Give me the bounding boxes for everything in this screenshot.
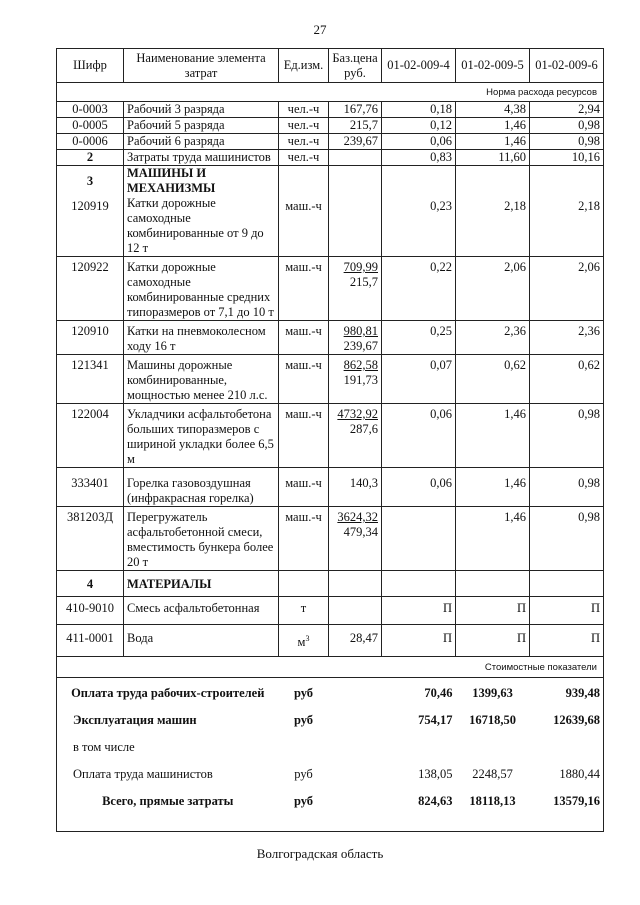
machine-code: 120919: [71, 199, 109, 213]
cell-v1: 0,06: [382, 134, 456, 150]
cell-v3: 0,98: [530, 468, 604, 507]
total-unit: [279, 734, 329, 761]
section-3-name: МАШИНЫ И МЕХАНИЗМЫ: [127, 166, 216, 195]
resource-table: [56, 48, 604, 832]
cell-unit: т: [279, 597, 329, 625]
band-costs-label: Стоимостные показатели: [57, 657, 604, 678]
cell-v2: 1,46: [456, 468, 530, 507]
totals-row: [57, 707, 604, 734]
totals-block: [57, 678, 604, 832]
cell-v1: 0,07: [382, 355, 456, 404]
unit-superscript: 3: [305, 634, 310, 643]
total-v3: 12639,68: [530, 707, 604, 734]
section-2-price: [329, 150, 382, 166]
total-label: в том числе: [57, 734, 279, 761]
section-3-block: [57, 166, 604, 257]
totals-row: [57, 761, 604, 788]
cell-v1: П: [382, 625, 456, 657]
cell-price: [329, 355, 382, 404]
cell-price: 239,67: [329, 134, 382, 150]
cell-price: 215,7: [329, 118, 382, 134]
section-4-price: [329, 571, 382, 597]
cell-code: 0-0006: [57, 134, 124, 150]
cell-v1: П: [382, 597, 456, 625]
cell-code: 411-0001: [57, 625, 124, 657]
section-3-code: 3: [86, 174, 94, 188]
table-row: [57, 597, 604, 625]
cell-v3: 0,62: [530, 355, 604, 404]
cell-code: 410-9010: [57, 597, 124, 625]
cell-v1: 0,06: [382, 404, 456, 468]
total-price: [329, 788, 382, 832]
header-unit: Ед.изм.: [279, 49, 329, 83]
section-2-v2: 11,60: [456, 150, 530, 166]
cell-name: Рабочий 6 разряда: [124, 134, 279, 150]
section-4-unit: [279, 571, 329, 597]
machine-unit: маш.-ч: [285, 199, 322, 213]
cell-price: [329, 257, 382, 321]
cell-code: 0-0005: [57, 118, 124, 134]
cell-v3: 0,98: [530, 118, 604, 134]
price-bottom: 479,34: [343, 525, 378, 539]
cell-v3: 2,36: [530, 321, 604, 355]
total-v1: [382, 734, 456, 761]
cell-v3: П: [530, 597, 604, 625]
total-v2: 18118,13: [456, 788, 530, 832]
cell-v3: 0,98: [530, 404, 604, 468]
table-row: [57, 257, 604, 321]
cell-name: Катки дорожные самоходные комбинированные средних типоразмеров от 7,1 до 10 т: [124, 257, 279, 321]
total-price: [329, 707, 382, 734]
header-price: Баз.цена руб.: [329, 49, 382, 83]
total-v3: [530, 734, 604, 761]
totals-row: [57, 788, 604, 832]
section-2-code: 2: [57, 150, 124, 166]
cell-v3: П: [530, 625, 604, 657]
cell-unit: чел.-ч: [279, 118, 329, 134]
band-row: [57, 83, 604, 102]
cell-v1: 0,12: [382, 118, 456, 134]
cell-unit: чел.-ч: [279, 102, 329, 118]
total-unit: руб: [279, 788, 329, 832]
cell-price: [329, 404, 382, 468]
cell-code: 0-0003: [57, 102, 124, 118]
cell-price: 167,76: [329, 102, 382, 118]
cell-v1: 0,18: [382, 102, 456, 118]
cell-v2: П: [456, 625, 530, 657]
cell-v3: 2,06: [530, 257, 604, 321]
section-4-code: 4: [57, 571, 124, 597]
price-top: 4732,92: [337, 407, 378, 421]
totals-row: [57, 734, 604, 761]
section-2-v3: 10,16: [530, 150, 604, 166]
cell-unit: маш.-ч: [279, 468, 329, 507]
cell-name: Вода: [124, 625, 279, 657]
total-v2: 1399,63: [472, 686, 513, 700]
cell-v3: 0,98: [530, 134, 604, 150]
cell-name: Укладчики асфальтобетона больших типоразмеров с шириной укладки более 6,5 м: [124, 404, 279, 468]
table-row: [57, 404, 604, 468]
price-bottom: 287,6: [349, 422, 378, 436]
cell-name: Смесь асфальтобетонная: [124, 597, 279, 625]
cell-v1: 0,22: [382, 257, 456, 321]
cell-v2: П: [456, 597, 530, 625]
price-bottom: 239,67: [343, 339, 378, 353]
price-top: 3624,32: [337, 510, 378, 524]
machine-v1-cell: [382, 166, 456, 257]
cell-v1: 0,06: [382, 468, 456, 507]
cell-price: 140,3: [329, 468, 382, 507]
section-4-v3: [530, 571, 604, 597]
total-label: Оплата труда рабочих-строителей: [57, 678, 279, 708]
table-row: [57, 102, 604, 118]
cell-code: 333401: [57, 468, 124, 507]
machine-unit-cell: [279, 166, 329, 257]
header-name: Наименование элемента затрат: [124, 49, 279, 83]
section-2-v1: 0,83: [382, 150, 456, 166]
header-row: [57, 49, 604, 83]
machine-v2-cell: [456, 166, 530, 257]
machine-v3-cell: [530, 166, 604, 257]
total-v3: 1880,44: [530, 761, 604, 788]
total-unit: руб: [294, 767, 313, 781]
totals-row: [57, 678, 604, 708]
section-2-row: [57, 150, 604, 166]
total-v1: 70,46: [424, 686, 453, 700]
total-v3: 13579,16: [530, 788, 604, 832]
price-top: 980,81: [343, 324, 378, 338]
cell-unit: чел.-ч: [279, 134, 329, 150]
cell-v2: 1,46: [456, 118, 530, 134]
section-3-code-cell: [57, 166, 124, 257]
price-bottom: 215,7: [349, 275, 378, 289]
cell-name: Горелка газовоздушная (инфракрасная горелка): [124, 468, 279, 507]
total-v2: [456, 734, 530, 761]
cell-unit: маш.-ч: [279, 321, 329, 355]
total-label: Эксплуатация машин: [57, 707, 279, 734]
total-v1: 138,05: [418, 767, 453, 781]
cell-v2: 1,46: [456, 507, 530, 571]
total-unit: руб: [293, 686, 314, 700]
cell-price: [329, 597, 382, 625]
table-row: [57, 134, 604, 150]
table-row: [57, 625, 604, 657]
total-v3: 939,48: [530, 678, 604, 708]
table-row: [57, 468, 604, 507]
cell-name: Катки на пневмоколесном ходу 16 т: [124, 321, 279, 355]
cell-unit: маш.-ч: [279, 404, 329, 468]
total-price: [329, 761, 382, 788]
table-row: [57, 118, 604, 134]
header-col2: 01-02-009-5: [456, 49, 530, 83]
machine-v2: 2,18: [504, 199, 526, 213]
cell-v3: 2,94: [530, 102, 604, 118]
cell-v1: 0,25: [382, 321, 456, 355]
unit-text: м: [297, 635, 306, 650]
section-2-unit: чел.-ч: [279, 150, 329, 166]
footer-region: Волгоградская область: [256, 846, 384, 861]
cell-price: [329, 321, 382, 355]
cell-v2: 2,06: [456, 257, 530, 321]
cell-name: Рабочий 3 разряда: [124, 102, 279, 118]
total-label: Оплата труда машинистов: [57, 761, 279, 788]
total-price: [329, 734, 382, 761]
machine-v3: 2,18: [578, 199, 600, 213]
cell-code: 122004: [57, 404, 124, 468]
cell-v2: 1,46: [456, 404, 530, 468]
header-col1: 01-02-009-4: [382, 49, 456, 83]
total-label: Всего, прямые затраты: [57, 788, 279, 832]
price-top: 709,99: [343, 260, 378, 274]
cell-v3: 0,98: [530, 507, 604, 571]
cell-price: 28,47: [329, 625, 382, 657]
cell-v2: 4,38: [456, 102, 530, 118]
price-bottom: 191,73: [343, 373, 378, 387]
table-row: [57, 321, 604, 355]
cell-code: 121341: [57, 355, 124, 404]
header-col3: 01-02-009-6: [530, 49, 604, 83]
total-v1: 824,63: [382, 788, 456, 832]
section-4-row: [57, 571, 604, 597]
cell-unit: маш.-ч: [279, 355, 329, 404]
total-unit: руб: [293, 713, 314, 727]
section-4-name: МАТЕРИАЛЫ: [124, 571, 279, 597]
header-code: Шифр: [57, 49, 124, 83]
machine-price: [329, 166, 382, 257]
total-v1: 754,17: [418, 713, 453, 727]
cell-code: 381203Д: [57, 507, 124, 571]
machine-v1: 0,23: [430, 199, 452, 213]
cell-code: 120922: [57, 257, 124, 321]
table-row: [57, 355, 604, 404]
price-top: 862,58: [343, 358, 378, 372]
cell-v2: 1,46: [456, 134, 530, 150]
section-3-name-cell: [124, 166, 279, 257]
section-2-name: Затраты труда машинистов: [124, 150, 279, 166]
machine-name: Катки дорожные самоходные комбинированные от 9 до 12 т: [127, 196, 264, 255]
cell-code: 120910: [57, 321, 124, 355]
band-norms-label: Норма расхода ресурсов: [57, 83, 604, 102]
cell-name: Перегружатель асфальтобетонной смеси, вместимость бункера более 20 т: [124, 507, 279, 571]
cell-name: Рабочий 5 разряда: [124, 118, 279, 134]
cell-unit: [279, 625, 329, 657]
cell-v1: [382, 507, 456, 571]
cell-unit: маш.-ч: [279, 257, 329, 321]
cell-unit: маш.-ч: [279, 507, 329, 571]
cell-v2: 2,36: [456, 321, 530, 355]
total-v2: 2248,57: [472, 767, 513, 781]
page-number: 27: [313, 22, 327, 37]
band-row: [57, 657, 604, 678]
section-4-v1: [382, 571, 456, 597]
table-row: [57, 507, 604, 571]
cell-v2: 0,62: [456, 355, 530, 404]
total-v2: 16718,50: [469, 713, 516, 727]
cell-name: Машины дорожные комбинированные, мощностью менее 210 л.с.: [124, 355, 279, 404]
cell-price: [329, 507, 382, 571]
total-price: [329, 678, 382, 708]
section-4-v2: [456, 571, 530, 597]
